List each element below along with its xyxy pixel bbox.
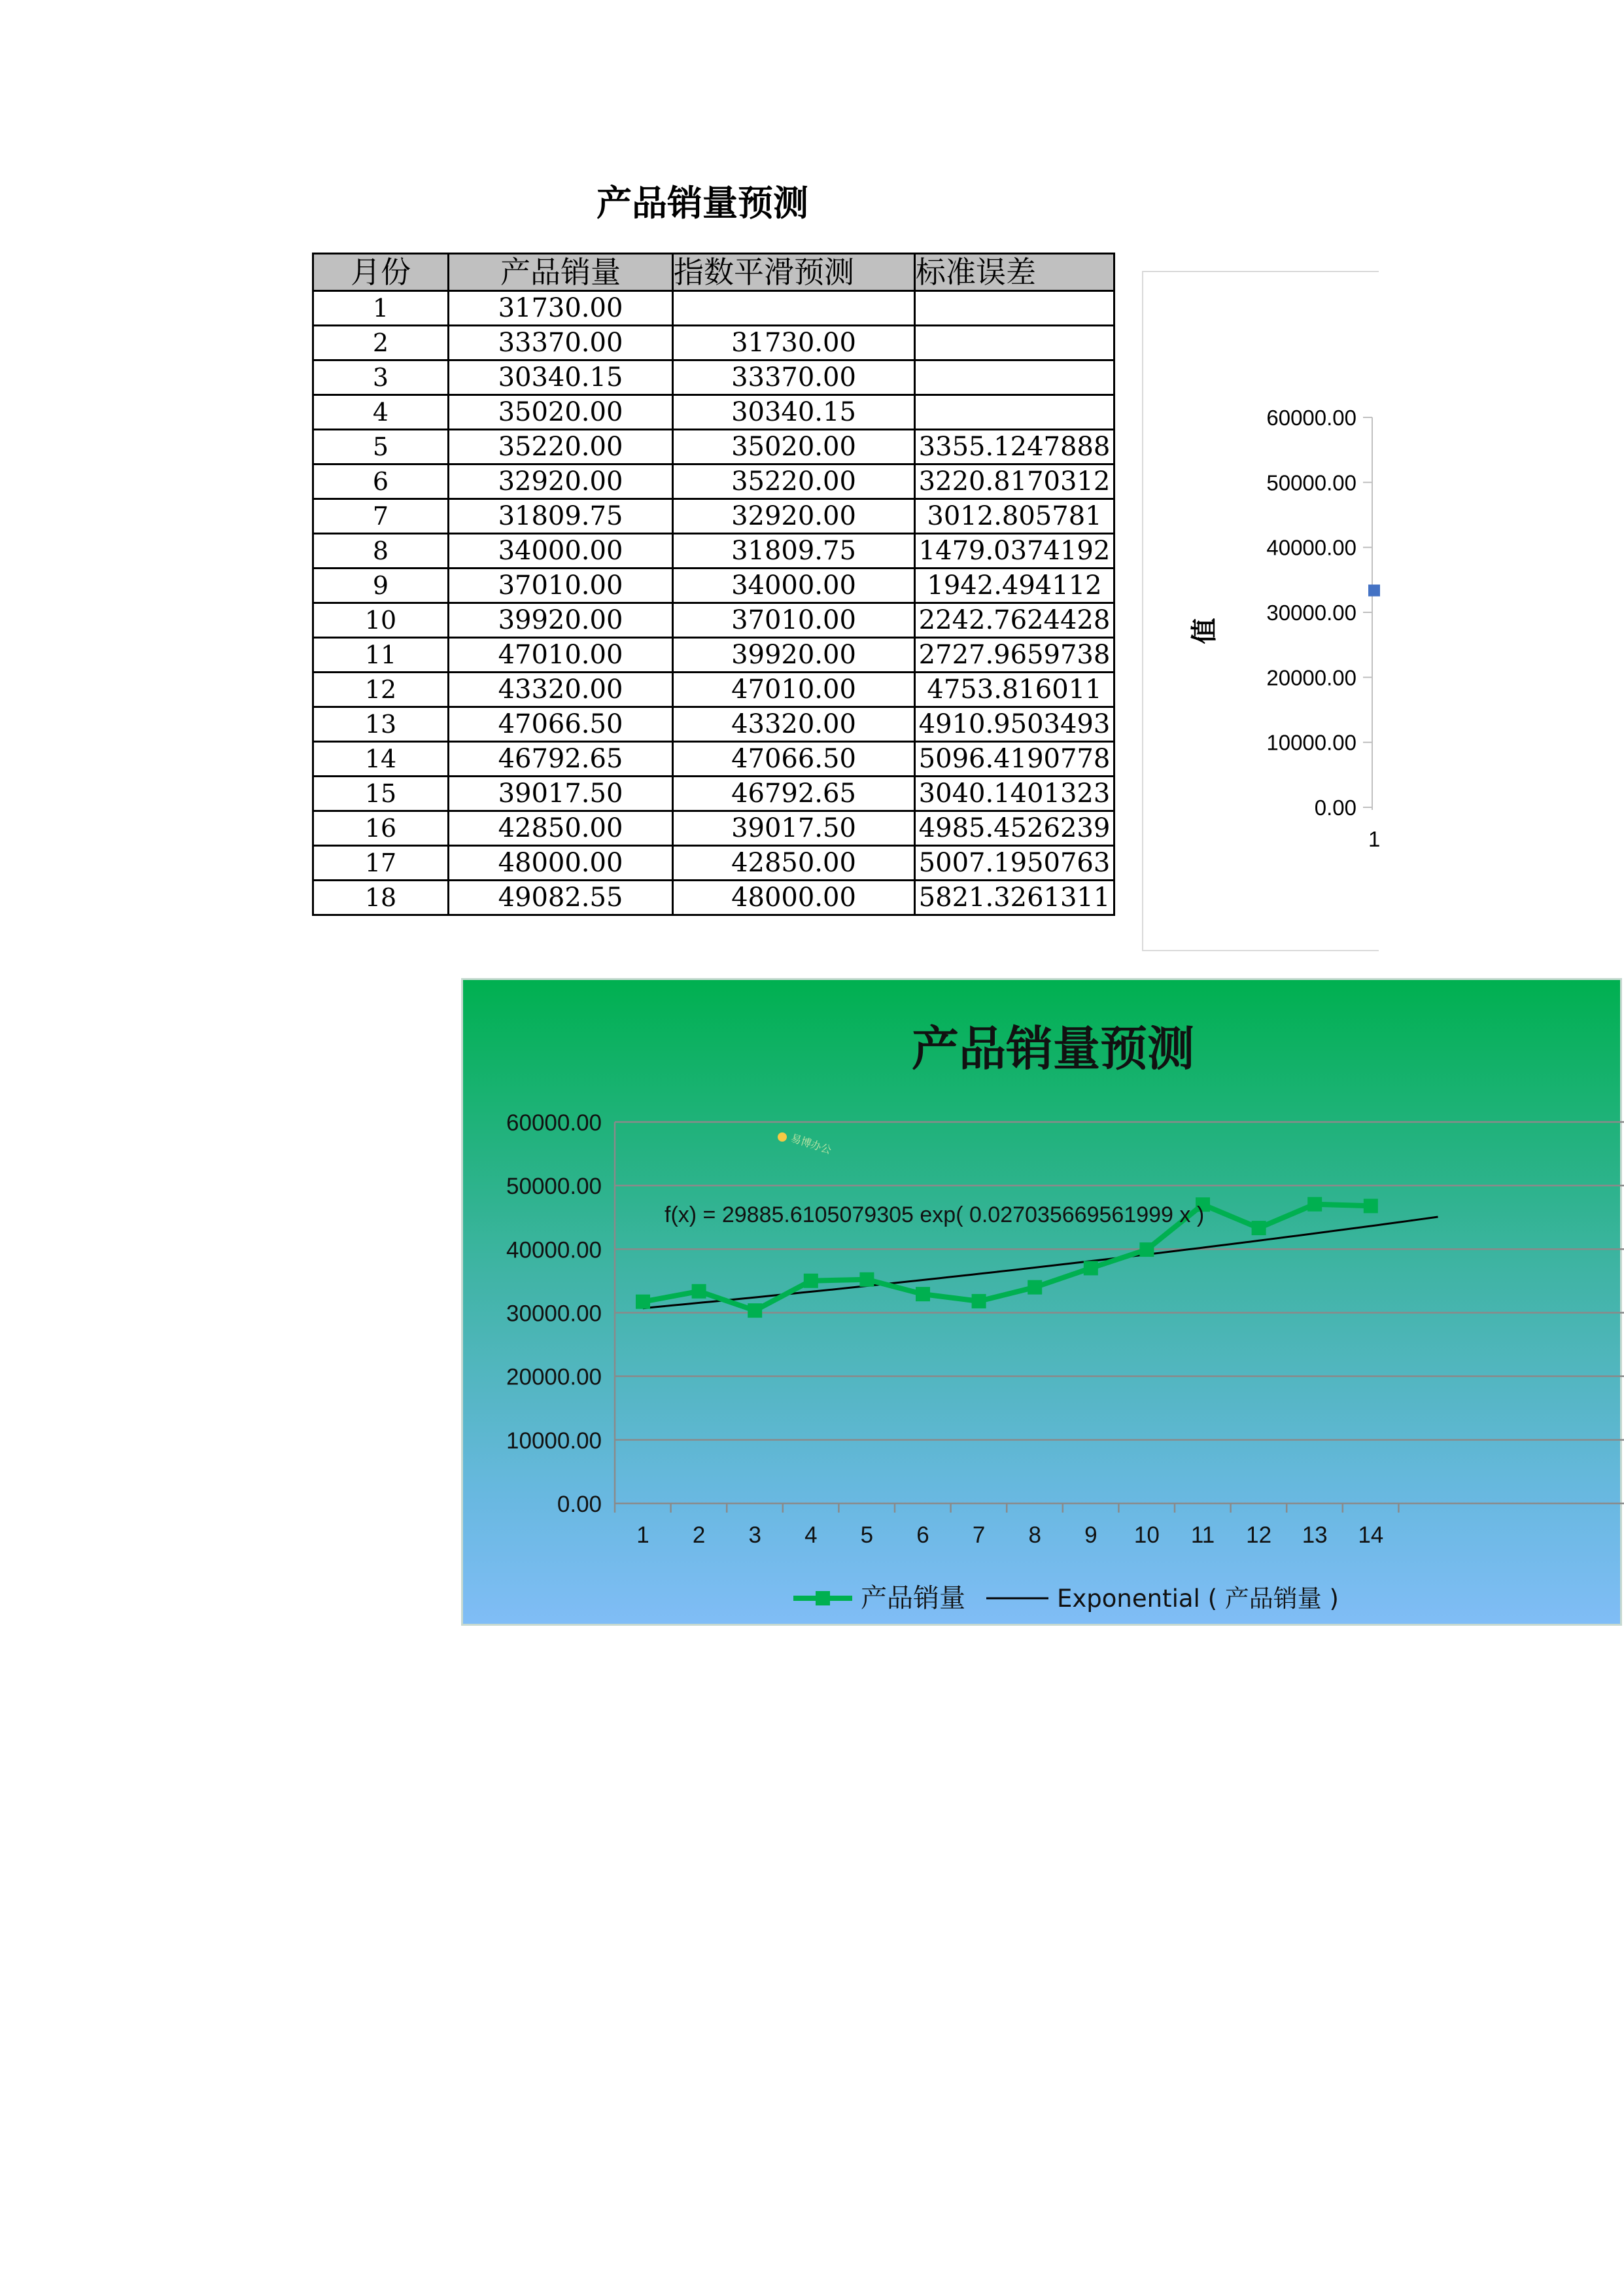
cell-forecast: 48000.00 [673,881,915,915]
sales-forecast-chart-svg [463,980,1624,1628]
data-point [972,1294,986,1308]
cell-forecast: 30340.15 [673,395,915,430]
header-std-error: 标准误差 [915,254,1114,291]
cell-forecast: 42850.00 [673,846,915,881]
table-row [313,846,1114,881]
header-month: 月份 [313,254,449,291]
cell-month: 3 [313,360,449,395]
table-row [313,638,1114,673]
cell-sales: 43320.00 [449,673,673,707]
cell-month: 10 [313,603,449,638]
table-row [313,811,1114,846]
cell-sales: 35220.00 [449,430,673,464]
x-tick-label: 10 [1133,1522,1160,1548]
table-row [313,534,1114,569]
table-row [313,707,1114,742]
cell-forecast: 35220.00 [673,464,915,499]
cell-sales: 48000.00 [449,846,673,881]
cell-std-error: 3220.8170312 [915,464,1114,499]
cell-forecast: 46792.65 [673,777,915,811]
cell-sales: 31809.75 [449,499,673,534]
cropped-value-chart [1142,271,1379,951]
cell-std-error: 3040.1401323 [915,777,1114,811]
cell-sales: 42850.00 [449,811,673,846]
cell-month: 8 [313,534,449,569]
data-point [1364,1199,1378,1213]
cell-month: 12 [313,673,449,707]
cell-forecast [673,291,915,326]
y-tick-label: 10000.00 [1266,730,1356,755]
cell-forecast: 35020.00 [673,430,915,464]
cell-forecast: 43320.00 [673,707,915,742]
cell-std-error: 2242.7624428 [915,603,1114,638]
x-tick-label: 11 [1190,1522,1215,1548]
y-tick-label: 10000.00 [506,1428,602,1454]
y-tick-label: 40000.00 [1266,535,1356,560]
table-row [313,742,1114,777]
cell-std-error [915,291,1114,326]
header-forecast: 指数平滑预测 [673,254,915,291]
y-tick-label: 30000.00 [1266,601,1356,625]
cell-month: 11 [313,638,449,673]
cell-std-error: 1479.0374192 [915,534,1114,569]
data-point [1368,585,1380,597]
table-row [313,499,1114,534]
sales-table [312,253,1115,916]
table-row [313,603,1114,638]
data-point [1139,1242,1154,1257]
cell-sales: 35020.00 [449,395,673,430]
cell-forecast: 39920.00 [673,638,915,673]
x-tick-label: 4 [804,1522,818,1548]
legend-series-label: 产品销量 [861,1583,965,1613]
table-row [313,464,1114,499]
y-tick-label: 40000.00 [506,1237,602,1263]
table-row [313,673,1114,707]
cell-month: 5 [313,430,449,464]
data-point [692,1284,706,1299]
cell-sales: 34000.00 [449,534,673,569]
watermark-logo-icon [778,1132,787,1142]
cell-std-error: 5096.4190778 [915,742,1114,777]
cell-std-error: 2727.9659738 [915,638,1114,673]
cell-month: 4 [313,395,449,430]
data-point [636,1295,650,1309]
cell-sales: 39017.50 [449,777,673,811]
x-tick-label: 1 [636,1522,649,1548]
header-sales: 产品销量 [449,254,673,291]
y-tick-label: 0.00 [1314,796,1356,820]
table-header-row [313,254,1114,291]
cell-month: 7 [313,499,449,534]
cell-sales: 47010.00 [449,638,673,673]
cell-std-error: 5821.3261311 [915,881,1114,915]
trend-equation: f(x) = 29885.6105079305 exp( 0.027035669561999 x ) [665,1202,1205,1227]
cell-sales: 46792.65 [449,742,673,777]
cell-month: 6 [313,464,449,499]
cell-std-error: 1942.494112 [915,569,1114,603]
cell-std-error: 4753.816011 [915,673,1114,707]
cell-std-error: 4910.9503493 [915,707,1114,742]
y-tick-label: 20000.00 [506,1364,602,1390]
data-point [1028,1280,1042,1295]
trend-line [643,1217,1438,1308]
cell-std-error [915,395,1114,430]
x-tick-label: 12 [1246,1522,1272,1548]
cell-forecast: 31809.75 [673,534,915,569]
cell-std-error: 5007.1950763 [915,846,1114,881]
cropped-value-chart-svg [1143,272,1379,950]
y-axis-title: 值 [1189,618,1220,644]
cell-month: 16 [313,811,449,846]
cell-std-error [915,326,1114,360]
cell-std-error: 4985.4526239 [915,811,1114,846]
cell-std-error: 3012.805781 [915,499,1114,534]
table-row [313,395,1114,430]
x-tick-label: 9 [1084,1522,1097,1548]
cell-sales: 33370.00 [449,326,673,360]
y-tick-label: 0.00 [557,1492,602,1517]
legend-series-marker [816,1591,830,1605]
cell-std-error: 3355.1247888 [915,430,1114,464]
chart-title: 产品销量预测 [911,1021,1195,1076]
cell-month: 9 [313,569,449,603]
y-tick-label: 60000.00 [1266,406,1356,430]
page-title: 产品销量预测 [596,183,808,224]
cell-sales: 30340.15 [449,360,673,395]
legend-trend-label: Exponential ( 产品销量 ) [1057,1585,1339,1613]
cell-sales: 31730.00 [449,291,673,326]
y-tick-label: 50000.00 [506,1174,602,1200]
cell-month: 15 [313,777,449,811]
table-row [313,430,1114,464]
x-tick-label: 1 [1368,827,1381,851]
sales-forecast-chart [461,978,1622,1626]
data-point [1084,1261,1098,1275]
data-point [859,1272,874,1287]
table-row [313,326,1114,360]
x-tick-label: 13 [1302,1522,1328,1548]
cell-month: 1 [313,291,449,326]
cell-forecast: 31730.00 [673,326,915,360]
data-point [748,1303,762,1318]
y-tick-label: 30000.00 [506,1301,602,1327]
cell-sales: 32920.00 [449,464,673,499]
cell-forecast: 39017.50 [673,811,915,846]
cell-sales: 47066.50 [449,707,673,742]
data-point [1307,1197,1322,1212]
cell-sales: 49082.55 [449,881,673,915]
cell-month: 17 [313,846,449,881]
table-row [313,569,1114,603]
cell-month: 13 [313,707,449,742]
x-tick-label: 14 [1358,1522,1384,1548]
data-point [1252,1221,1266,1235]
x-tick-label: 2 [692,1522,706,1548]
cell-forecast: 47010.00 [673,673,915,707]
x-tick-label: 8 [1028,1522,1041,1548]
cell-forecast: 32920.00 [673,499,915,534]
data-point [804,1274,818,1288]
y-tick-label: 20000.00 [1266,665,1356,690]
cell-forecast: 34000.00 [673,569,915,603]
cell-forecast: 33370.00 [673,360,915,395]
table-row [313,291,1114,326]
x-tick-label: 6 [916,1522,929,1548]
cell-month: 18 [313,881,449,915]
cell-month: 2 [313,326,449,360]
cell-month: 14 [313,742,449,777]
x-tick-label: 3 [748,1522,761,1548]
cell-std-error [915,360,1114,395]
watermark-text: 易博办公 [789,1131,833,1157]
cell-sales: 39920.00 [449,603,673,638]
cell-sales: 37010.00 [449,569,673,603]
data-point [916,1287,930,1301]
cell-forecast: 37010.00 [673,603,915,638]
table-row [313,881,1114,915]
cell-forecast: 47066.50 [673,742,915,777]
x-tick-label: 7 [972,1522,986,1548]
table-row [313,360,1114,395]
table-row [313,777,1114,811]
y-tick-label: 60000.00 [506,1110,602,1136]
table-body [313,291,1114,915]
x-tick-label: 5 [860,1522,874,1548]
y-tick-label: 50000.00 [1266,470,1356,495]
